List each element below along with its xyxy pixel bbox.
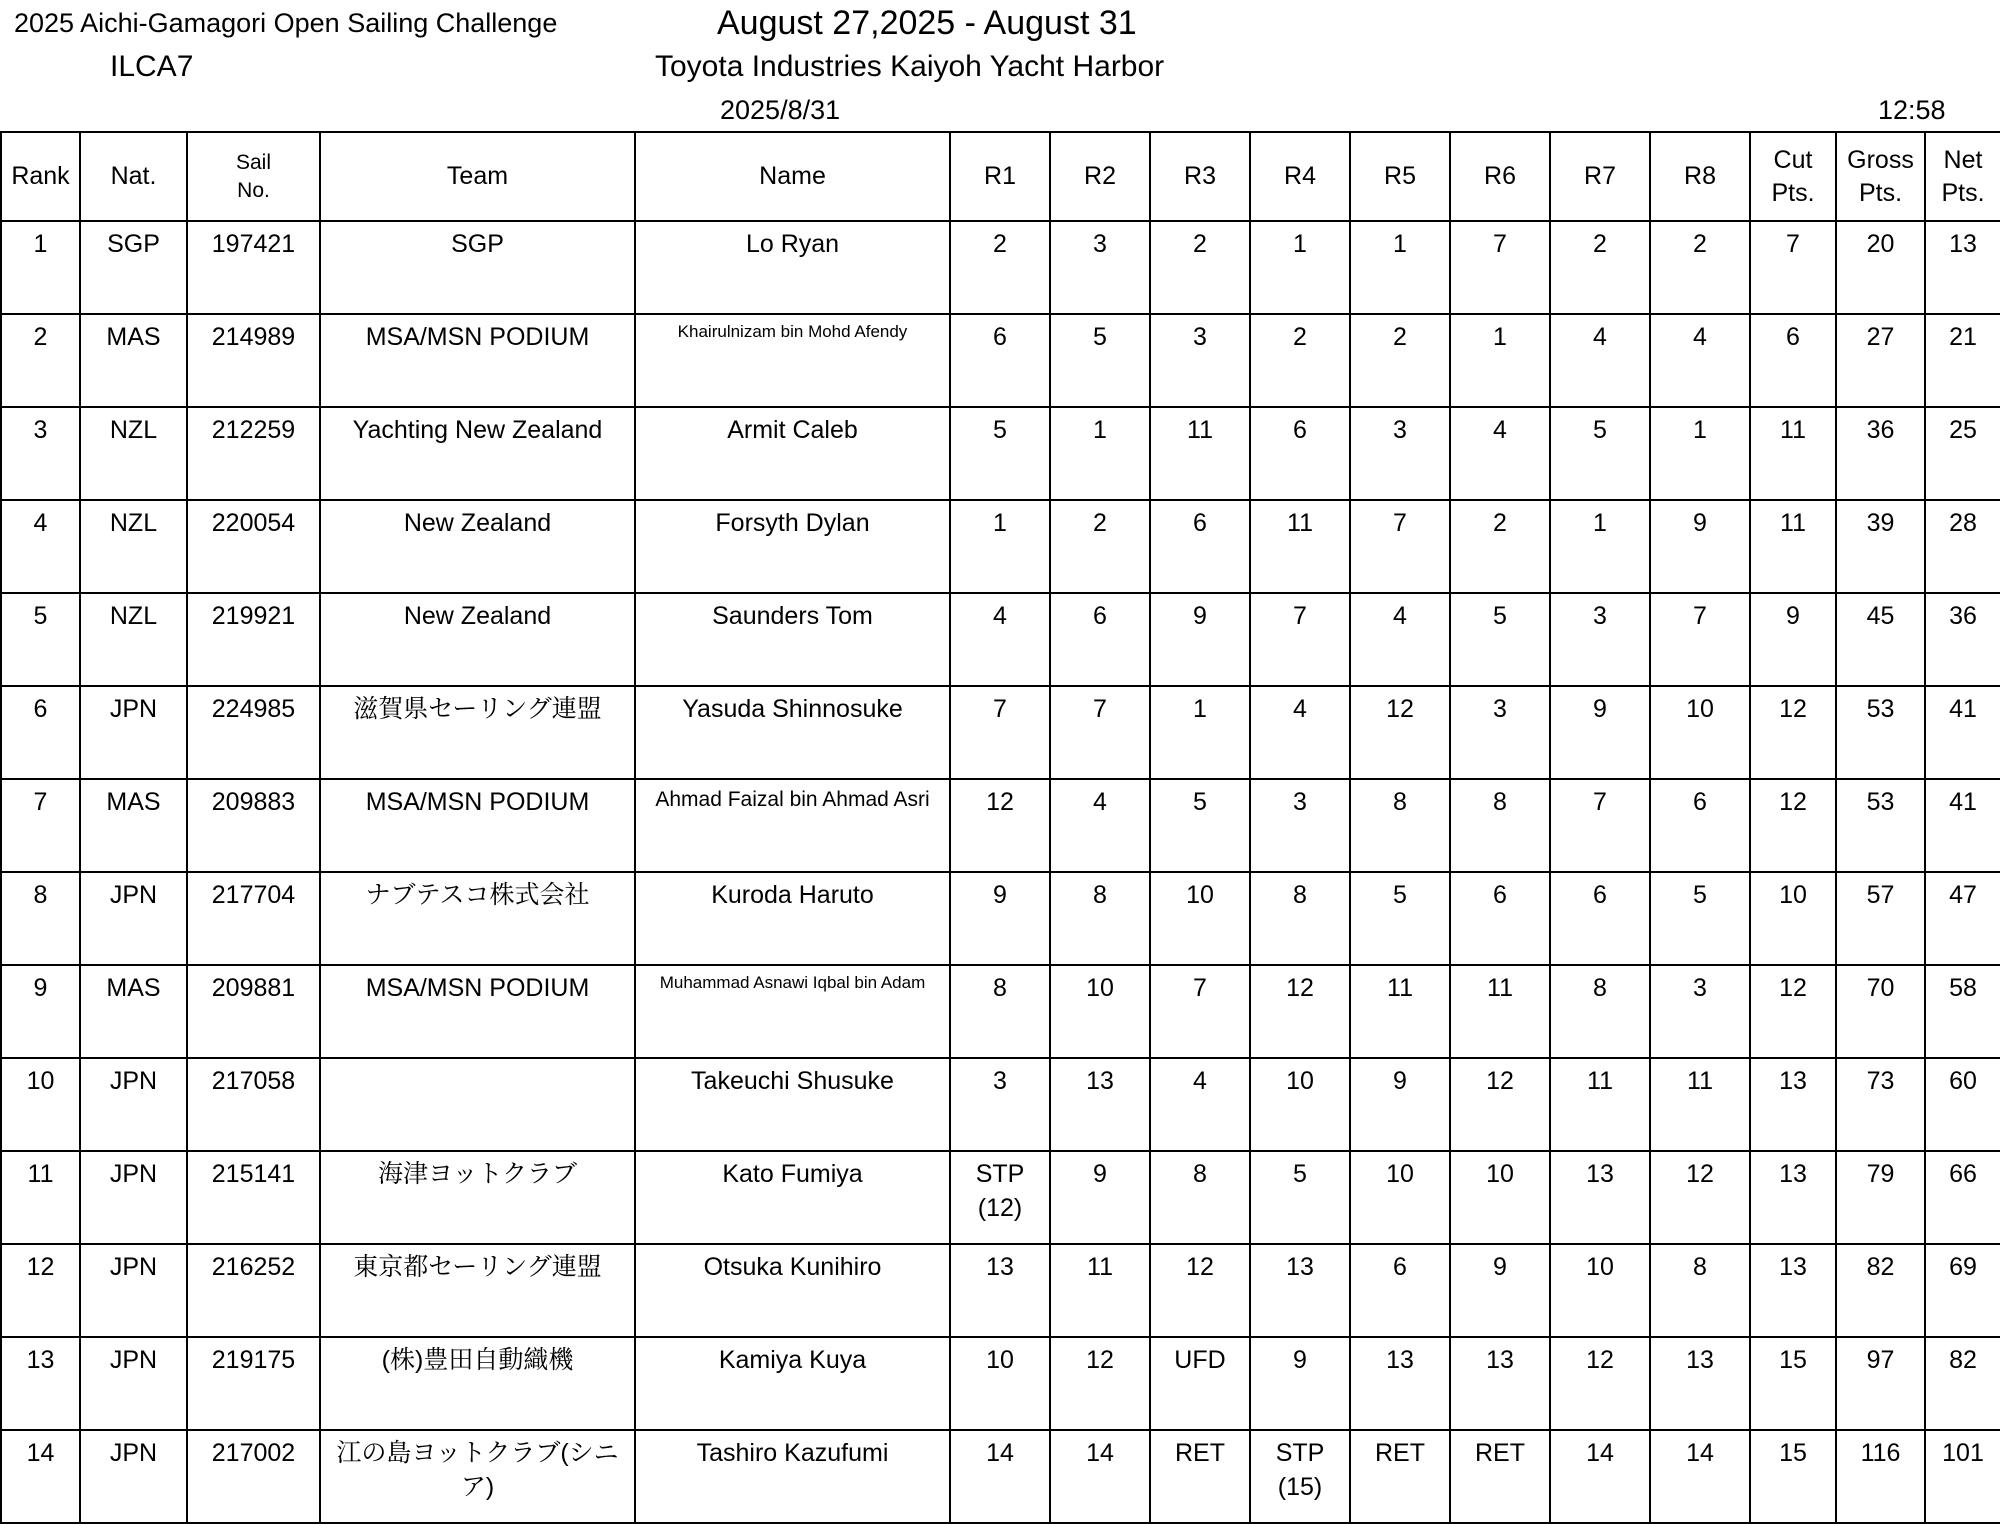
sail-no-cell: 217002	[187, 1430, 320, 1523]
race-2-cell: 12	[1050, 1337, 1150, 1430]
race-3-cell: 4	[1150, 1058, 1250, 1151]
race-1-cell: 5	[950, 407, 1050, 500]
race-8-cell: 9	[1650, 500, 1750, 593]
race-5-cell: RET	[1350, 1430, 1450, 1523]
rank-cell: 12	[1, 1244, 80, 1337]
race-7-cell: 13	[1550, 1151, 1650, 1244]
race-3-cell: 3	[1150, 314, 1250, 407]
date-range: August 27,2025 - August 31	[717, 4, 1137, 42]
race-8-cell: 14	[1650, 1430, 1750, 1523]
net-pts-cell: 25	[1925, 407, 2000, 500]
sailor-name-cell: Kato Fumiya	[635, 1151, 950, 1244]
gross-pts-cell: 36	[1836, 407, 1925, 500]
race-2-cell: 8	[1050, 872, 1150, 965]
race-6-cell: 8	[1450, 779, 1550, 872]
team-cell: MSA/MSN PODIUM	[320, 314, 635, 407]
sailor-name-cell: Armit Caleb	[635, 407, 950, 500]
race-3-cell: RET	[1150, 1430, 1250, 1523]
race-6-cell: 7	[1450, 221, 1550, 314]
race-3-cell: 5	[1150, 779, 1250, 872]
col-header-sail-no: Sail No.	[187, 132, 320, 221]
rank-cell: 1	[1, 221, 80, 314]
table-row	[1, 1151, 2000, 1244]
sail-no-cell: 220054	[187, 500, 320, 593]
race-6-cell: 4	[1450, 407, 1550, 500]
table-row	[1, 779, 2000, 872]
race-2-cell: 1	[1050, 407, 1150, 500]
race-4-cell: 7	[1250, 593, 1350, 686]
team-cell: New Zealand	[320, 593, 635, 686]
sail-no-cell: 217704	[187, 872, 320, 965]
gross-pts-cell: 82	[1836, 1244, 1925, 1337]
gross-pts-cell: 57	[1836, 872, 1925, 965]
sailor-name-cell: Forsyth Dylan	[635, 500, 950, 593]
race-8-cell: 4	[1650, 314, 1750, 407]
net-pts-cell: 21	[1925, 314, 2000, 407]
gross-pts-cell: 116	[1836, 1430, 1925, 1523]
cut-pts-cell: 9	[1750, 593, 1836, 686]
col-header-cut-pts: Cut Pts.	[1750, 132, 1836, 221]
race-2-cell: 13	[1050, 1058, 1150, 1151]
nat-cell: MAS	[80, 314, 187, 407]
nat-cell: MAS	[80, 965, 187, 1058]
cut-pts-cell: 6	[1750, 314, 1836, 407]
rank-cell: 6	[1, 686, 80, 779]
header-row	[1, 132, 2000, 221]
race-1-cell: 1	[950, 500, 1050, 593]
cut-pts-cell: 15	[1750, 1337, 1836, 1430]
sail-no-cell: 224985	[187, 686, 320, 779]
col-header-r7: R7	[1550, 132, 1650, 221]
cut-pts-cell: 10	[1750, 872, 1836, 965]
race-1-cell: 9	[950, 872, 1050, 965]
col-header-r5: R5	[1350, 132, 1450, 221]
gross-pts-cell: 39	[1836, 500, 1925, 593]
nat-cell: MAS	[80, 779, 187, 872]
race-2-cell: 2	[1050, 500, 1150, 593]
race-2-cell: 3	[1050, 221, 1150, 314]
race-5-cell: 11	[1350, 965, 1450, 1058]
nat-cell: JPN	[80, 1430, 187, 1523]
race-1-cell: 8	[950, 965, 1050, 1058]
cut-pts-cell: 12	[1750, 686, 1836, 779]
race-6-cell: 9	[1450, 1244, 1550, 1337]
race-4-cell: 2	[1250, 314, 1350, 407]
race-8-cell: 6	[1650, 779, 1750, 872]
team-cell: Yachting New Zealand	[320, 407, 635, 500]
table-row	[1, 593, 2000, 686]
race-4-cell: 10	[1250, 1058, 1350, 1151]
race-7-cell: 10	[1550, 1244, 1650, 1337]
sailor-name-cell: Kamiya Kuya	[635, 1337, 950, 1430]
results-table	[0, 131, 2000, 1524]
race-3-cell: 10	[1150, 872, 1250, 965]
race-5-cell: 9	[1350, 1058, 1450, 1151]
net-pts-cell: 47	[1925, 872, 2000, 965]
race-7-cell: 7	[1550, 779, 1650, 872]
gross-pts-cell: 53	[1836, 779, 1925, 872]
race-3-cell: UFD	[1150, 1337, 1250, 1430]
team-cell: ナブテスコ株式会社	[320, 872, 635, 965]
table-row	[1, 872, 2000, 965]
team-cell: 滋賀県セーリング連盟	[320, 686, 635, 779]
race-8-cell: 10	[1650, 686, 1750, 779]
race-7-cell: 8	[1550, 965, 1650, 1058]
col-header-r8: R8	[1650, 132, 1750, 221]
sailor-name-cell: Tashiro Kazufumi	[635, 1430, 950, 1523]
nat-cell: JPN	[80, 1151, 187, 1244]
class-name: ILCA7	[110, 50, 194, 83]
race-3-cell: 12	[1150, 1244, 1250, 1337]
report-date: 2025/8/31	[720, 95, 841, 125]
race-8-cell: 1	[1650, 407, 1750, 500]
rank-cell: 11	[1, 1151, 80, 1244]
cut-pts-cell: 13	[1750, 1244, 1836, 1337]
sail-no-cell: 219921	[187, 593, 320, 686]
venue: Toyota Industries Kaiyoh Yacht Harbor	[655, 50, 1165, 83]
table-row	[1, 221, 2000, 314]
gross-pts-cell: 53	[1836, 686, 1925, 779]
race-7-cell: 1	[1550, 500, 1650, 593]
race-2-cell: 4	[1050, 779, 1150, 872]
event-title: 2025 Aichi-Gamagori Open Sailing Challenge	[14, 8, 558, 38]
race-7-cell: 11	[1550, 1058, 1650, 1151]
gross-pts-cell: 97	[1836, 1337, 1925, 1430]
race-1-cell: 14	[950, 1430, 1050, 1523]
sailor-name-cell: Khairulnizam bin Mohd Afendy	[635, 314, 950, 407]
race-1-cell: 13	[950, 1244, 1050, 1337]
net-pts-cell: 69	[1925, 1244, 2000, 1337]
rank-cell: 4	[1, 500, 80, 593]
col-header-team: Team	[320, 132, 635, 221]
net-pts-cell: 101	[1925, 1430, 2000, 1523]
sail-no-cell: 197421	[187, 221, 320, 314]
race-4-cell: 6	[1250, 407, 1350, 500]
cut-pts-cell: 7	[1750, 221, 1836, 314]
race-2-cell: 10	[1050, 965, 1150, 1058]
table-row	[1, 1244, 2000, 1337]
nat-cell: JPN	[80, 1244, 187, 1337]
sail-no-cell: 219175	[187, 1337, 320, 1430]
net-pts-cell: 13	[1925, 221, 2000, 314]
race-2-cell: 11	[1050, 1244, 1150, 1337]
rank-cell: 8	[1, 872, 80, 965]
col-header-r1: R1	[950, 132, 1050, 221]
nat-cell: JPN	[80, 872, 187, 965]
nat-cell: NZL	[80, 593, 187, 686]
race-3-cell: 2	[1150, 221, 1250, 314]
race-4-cell: 13	[1250, 1244, 1350, 1337]
sailor-name-cell: Ahmad Faizal bin Ahmad Asri	[635, 779, 950, 872]
net-pts-cell: 58	[1925, 965, 2000, 1058]
col-header-r4: R4	[1250, 132, 1350, 221]
team-cell: MSA/MSN PODIUM	[320, 965, 635, 1058]
table-row	[1, 407, 2000, 500]
race-8-cell: 11	[1650, 1058, 1750, 1151]
race-1-cell: 7	[950, 686, 1050, 779]
col-header-rank: Rank	[1, 132, 80, 221]
race-8-cell: 3	[1650, 965, 1750, 1058]
table-row	[1, 1337, 2000, 1430]
gross-pts-cell: 20	[1836, 221, 1925, 314]
nat-cell: JPN	[80, 1058, 187, 1151]
race-1-cell: 10	[950, 1337, 1050, 1430]
race-5-cell: 8	[1350, 779, 1450, 872]
table-row	[1, 500, 2000, 593]
race-2-cell: 5	[1050, 314, 1150, 407]
team-cell: 東京都セーリング連盟	[320, 1244, 635, 1337]
race-4-cell: 3	[1250, 779, 1350, 872]
cut-pts-cell: 13	[1750, 1058, 1836, 1151]
team-cell: New Zealand	[320, 500, 635, 593]
race-2-cell: 14	[1050, 1430, 1150, 1523]
cut-pts-cell: 12	[1750, 965, 1836, 1058]
col-header-r2: R2	[1050, 132, 1150, 221]
net-pts-cell: 60	[1925, 1058, 2000, 1151]
race-3-cell: 11	[1150, 407, 1250, 500]
race-1-cell: 12	[950, 779, 1050, 872]
table-row	[1, 686, 2000, 779]
race-2-cell: 7	[1050, 686, 1150, 779]
race-6-cell: 1	[1450, 314, 1550, 407]
race-6-cell: 6	[1450, 872, 1550, 965]
team-cell: 江の島ヨットクラブ(シニア)	[320, 1430, 635, 1523]
race-1-cell: 3	[950, 1058, 1050, 1151]
race-3-cell: 9	[1150, 593, 1250, 686]
race-6-cell: 11	[1450, 965, 1550, 1058]
sail-no-cell: 209881	[187, 965, 320, 1058]
cut-pts-cell: 12	[1750, 779, 1836, 872]
race-5-cell: 1	[1350, 221, 1450, 314]
race-1-cell: 6	[950, 314, 1050, 407]
race-6-cell: 2	[1450, 500, 1550, 593]
race-1-cell: 2	[950, 221, 1050, 314]
sail-no-cell: 209883	[187, 779, 320, 872]
race-5-cell: 10	[1350, 1151, 1450, 1244]
race-8-cell: 7	[1650, 593, 1750, 686]
race-1-cell: STP (12)	[950, 1151, 1050, 1244]
net-pts-cell: 41	[1925, 686, 2000, 779]
race-4-cell: 9	[1250, 1337, 1350, 1430]
race-1-cell: 4	[950, 593, 1050, 686]
race-5-cell: 3	[1350, 407, 1450, 500]
results-body	[1, 221, 2000, 1523]
race-8-cell: 5	[1650, 872, 1750, 965]
col-header-gross-pts: Gross Pts.	[1836, 132, 1925, 221]
team-cell: SGP	[320, 221, 635, 314]
sailor-name-cell: Kuroda Haruto	[635, 872, 950, 965]
nat-cell: NZL	[80, 500, 187, 593]
race-7-cell: 9	[1550, 686, 1650, 779]
race-7-cell: 14	[1550, 1430, 1650, 1523]
col-header-name: Name	[635, 132, 950, 221]
sailor-name-cell: Yasuda Shinnosuke	[635, 686, 950, 779]
gross-pts-cell: 27	[1836, 314, 1925, 407]
sail-no-cell: 212259	[187, 407, 320, 500]
cut-pts-cell: 15	[1750, 1430, 1836, 1523]
race-5-cell: 7	[1350, 500, 1450, 593]
gross-pts-cell: 79	[1836, 1151, 1925, 1244]
rank-cell: 2	[1, 314, 80, 407]
race-3-cell: 8	[1150, 1151, 1250, 1244]
sail-no-cell: 217058	[187, 1058, 320, 1151]
race-3-cell: 6	[1150, 500, 1250, 593]
gross-pts-cell: 45	[1836, 593, 1925, 686]
race-4-cell: 11	[1250, 500, 1350, 593]
nat-cell: SGP	[80, 221, 187, 314]
race-5-cell: 4	[1350, 593, 1450, 686]
sailor-name-cell: Muhammad Asnawi Iqbal bin Adam	[635, 965, 950, 1058]
race-8-cell: 2	[1650, 221, 1750, 314]
nat-cell: JPN	[80, 686, 187, 779]
race-5-cell: 6	[1350, 1244, 1450, 1337]
net-pts-cell: 66	[1925, 1151, 2000, 1244]
race-5-cell: 12	[1350, 686, 1450, 779]
team-cell: MSA/MSN PODIUM	[320, 779, 635, 872]
rank-cell: 14	[1, 1430, 80, 1523]
net-pts-cell: 36	[1925, 593, 2000, 686]
col-header-r3: R3	[1150, 132, 1250, 221]
race-6-cell: 10	[1450, 1151, 1550, 1244]
sailor-name-cell: Lo Ryan	[635, 221, 950, 314]
table-row	[1, 314, 2000, 407]
race-6-cell: 13	[1450, 1337, 1550, 1430]
col-header-nat: Nat.	[80, 132, 187, 221]
race-6-cell: 5	[1450, 593, 1550, 686]
race-4-cell: 4	[1250, 686, 1350, 779]
race-7-cell: 3	[1550, 593, 1650, 686]
race-5-cell: 5	[1350, 872, 1450, 965]
table-row	[1, 1058, 2000, 1151]
race-8-cell: 12	[1650, 1151, 1750, 1244]
race-4-cell: STP (15)	[1250, 1430, 1350, 1523]
rank-cell: 10	[1, 1058, 80, 1151]
col-header-r6: R6	[1450, 132, 1550, 221]
race-3-cell: 7	[1150, 965, 1250, 1058]
race-6-cell: 12	[1450, 1058, 1550, 1151]
sailor-name-cell: Otsuka Kunihiro	[635, 1244, 950, 1337]
race-6-cell: 3	[1450, 686, 1550, 779]
nat-cell: JPN	[80, 1337, 187, 1430]
race-8-cell: 8	[1650, 1244, 1750, 1337]
race-5-cell: 13	[1350, 1337, 1450, 1430]
gross-pts-cell: 73	[1836, 1058, 1925, 1151]
race-7-cell: 4	[1550, 314, 1650, 407]
col-header-net-pts: Net Pts.	[1925, 132, 2000, 221]
race-3-cell: 1	[1150, 686, 1250, 779]
race-4-cell: 12	[1250, 965, 1350, 1058]
race-7-cell: 2	[1550, 221, 1650, 314]
race-4-cell: 8	[1250, 872, 1350, 965]
net-pts-cell: 28	[1925, 500, 2000, 593]
race-2-cell: 9	[1050, 1151, 1150, 1244]
race-6-cell: RET	[1450, 1430, 1550, 1523]
sail-no-cell: 216252	[187, 1244, 320, 1337]
nat-cell: NZL	[80, 407, 187, 500]
race-4-cell: 1	[1250, 221, 1350, 314]
sailor-name-cell: Takeuchi Shusuke	[635, 1058, 950, 1151]
race-2-cell: 6	[1050, 593, 1150, 686]
sail-no-cell: 214989	[187, 314, 320, 407]
race-7-cell: 5	[1550, 407, 1650, 500]
team-cell	[320, 1058, 635, 1151]
race-7-cell: 6	[1550, 872, 1650, 965]
cut-pts-cell: 11	[1750, 500, 1836, 593]
table-row	[1, 1430, 2000, 1523]
sailor-name-cell: Saunders Tom	[635, 593, 950, 686]
sail-no-cell: 215141	[187, 1151, 320, 1244]
rank-cell: 5	[1, 593, 80, 686]
gross-pts-cell: 70	[1836, 965, 1925, 1058]
report-time: 12:58	[1878, 95, 1946, 125]
rank-cell: 9	[1, 965, 80, 1058]
net-pts-cell: 82	[1925, 1337, 2000, 1430]
team-cell: 海津ヨットクラブ	[320, 1151, 635, 1244]
cut-pts-cell: 11	[1750, 407, 1836, 500]
table-row	[1, 965, 2000, 1058]
net-pts-cell: 41	[1925, 779, 2000, 872]
rank-cell: 7	[1, 779, 80, 872]
race-5-cell: 2	[1350, 314, 1450, 407]
team-cell: (株)豊田自動織機	[320, 1337, 635, 1430]
rank-cell: 13	[1, 1337, 80, 1430]
rank-cell: 3	[1, 407, 80, 500]
race-8-cell: 13	[1650, 1337, 1750, 1430]
race-7-cell: 12	[1550, 1337, 1650, 1430]
cut-pts-cell: 13	[1750, 1151, 1836, 1244]
race-4-cell: 5	[1250, 1151, 1350, 1244]
